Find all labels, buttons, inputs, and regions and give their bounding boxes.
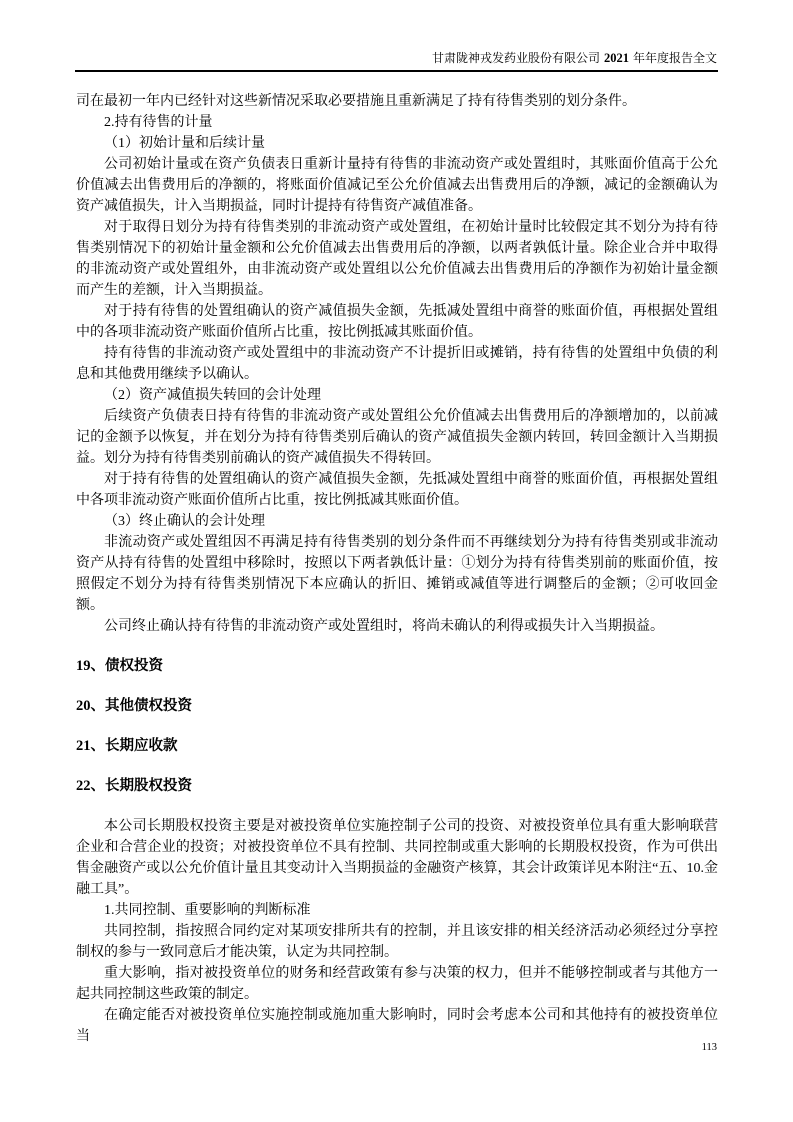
paragraph: 本公司长期股权投资主要是对被投资单位实施控制子公司的投资、对被投资单位具有重大影响联营企业和合营企业的投资；对被投资单位不具有控制、共同控制或重大影响的长期股权投资，作为可供出售金融资产或以公允价值计量且其变动计入当期损益的金融资产核算，其会计政策详见本附注“五、10.金融工具”。 [76,819,718,897]
header-report-year: 2021 [603,51,629,65]
paragraph: 后续资产负债表日持有待售的非流动资产或处置组公允价值减去出售费用后的净额增加的，以前减记的金额予以恢复，并在划分为持有待售类别后确认的资产减值损失金额内转回，转回金额计入当期损益。划分为持有待售类别前确认的资产减值损失不得转回。 [76,409,718,466]
section-heading-19-debt-investments: 19、债权投资 [76,658,163,674]
section-heading-22-long-term-equity-investments: 22、长期股权投资 [76,778,192,794]
subheading-joint-control-criteria: 1.共同控制、重要影响的判断标准 [104,903,311,918]
paragraph: 公司初始计量或在资产负债表日重新计量持有待售的非流动资产或处置组时，其账面价值高于公允价值减去出售费用后的净额的，将账面价值减记至公允价值减去出售费用后的净额，减记的金额确认为资产减值损失，计入当期损益，同时计提持有待售资产减值准备。 [76,157,718,214]
paragraph: 公司终止确认持有待售的非流动资产或处置组时，将尚未确认的利得或损失计入当期损益。 [104,619,664,634]
paragraph: 在确定能否对被投资单位实施控制或施加重大影响时，同时会考虑本公司和其他持有的被投资单位当 [76,1008,718,1044]
paragraph: 持有待售的非流动资产或处置组中的非流动资产不计提折旧或摊销，持有待售的处置组中负债的利息和其他费用继续予以确认。 [76,346,718,382]
paragraph: 重大影响，指对被投资单位的财务和经营政策有参与决策的权力，但并不能够控制或者与其他方一起共同控制这些政策的制定。 [76,966,718,1002]
paragraph: 对于取得日划分为持有待售类别的非流动资产或处置组，在初始计量时比较假定其不划分为持有待售类别情况下的初始计量金额和公允价值减去出售费用后的净额，以两者孰低计量。除企业合并中取得的非流动资产或处置组外，由非流动资产或处置组以公允价值减去出售费用后的净额作为初始计量金额而产生的差额，计入当期损益。 [76,220,718,298]
subheading-impairment-reversal: （2）资产减值损失转回的会计处理 [104,388,321,403]
section-heading-21-long-term-receivables: 21、长期应收款 [76,738,178,754]
page-number: 113 [701,1042,717,1053]
header-report-title: 年年度报告全文 [632,51,717,65]
paragraph: 对于持有待售的处置组确认的资产减值损失金额，先抵减处置组中商誉的账面价值，再根据处置组中的各项非流动资产账面价值所占比重，按比例抵减其账面价值。 [76,304,718,340]
section-heading-20-other-debt-investments: 20、其他债权投资 [76,698,192,714]
paragraph-continuation: 司在最初一年内已经针对这些新情况采取必要措施且重新满足了持有待售类别的划分条件。 [76,94,636,109]
paragraph: 对于持有待售的处置组确认的资产减值损失金额，先抵减处置组中商誉的账面价值，再根据处置组中各项非流动资产账面价值所占比重，按比例抵减其账面价值。 [76,472,718,508]
subheading-derecognition: （3）终止确认的会计处理 [104,514,265,529]
document-body [76,91,718,1047]
header-divider [75,70,718,72]
paragraph: 非流动资产或处置组因不再满足持有待售类别的划分条件而不再继续划分为持有待售类别或非流动资产从持有待售的处置组中移除时，按照以下两者孰低计量：①划分为持有待售类别前的账面价值，按照假定不划分为持有待售类别情况下本应确认的折旧、摊销或减值等进行调整后的金额；②可收回金额。 [76,535,718,613]
subheading-initial-measurement: （1）初始计量和后续计量 [104,136,265,151]
subheading-held-for-sale-measurement: 2.持有待售的计量 [104,115,213,130]
paragraph: 共同控制，指按照合同约定对某项安排所共有的控制，并且该安排的相关经济活动必须经过分享控制权的参与一致同意后才能决策，认定为共同控制。 [76,924,718,960]
running-header [76,50,717,67]
header-company-name: 甘肃陇神戎发药业股份有限公司 [431,51,600,65]
